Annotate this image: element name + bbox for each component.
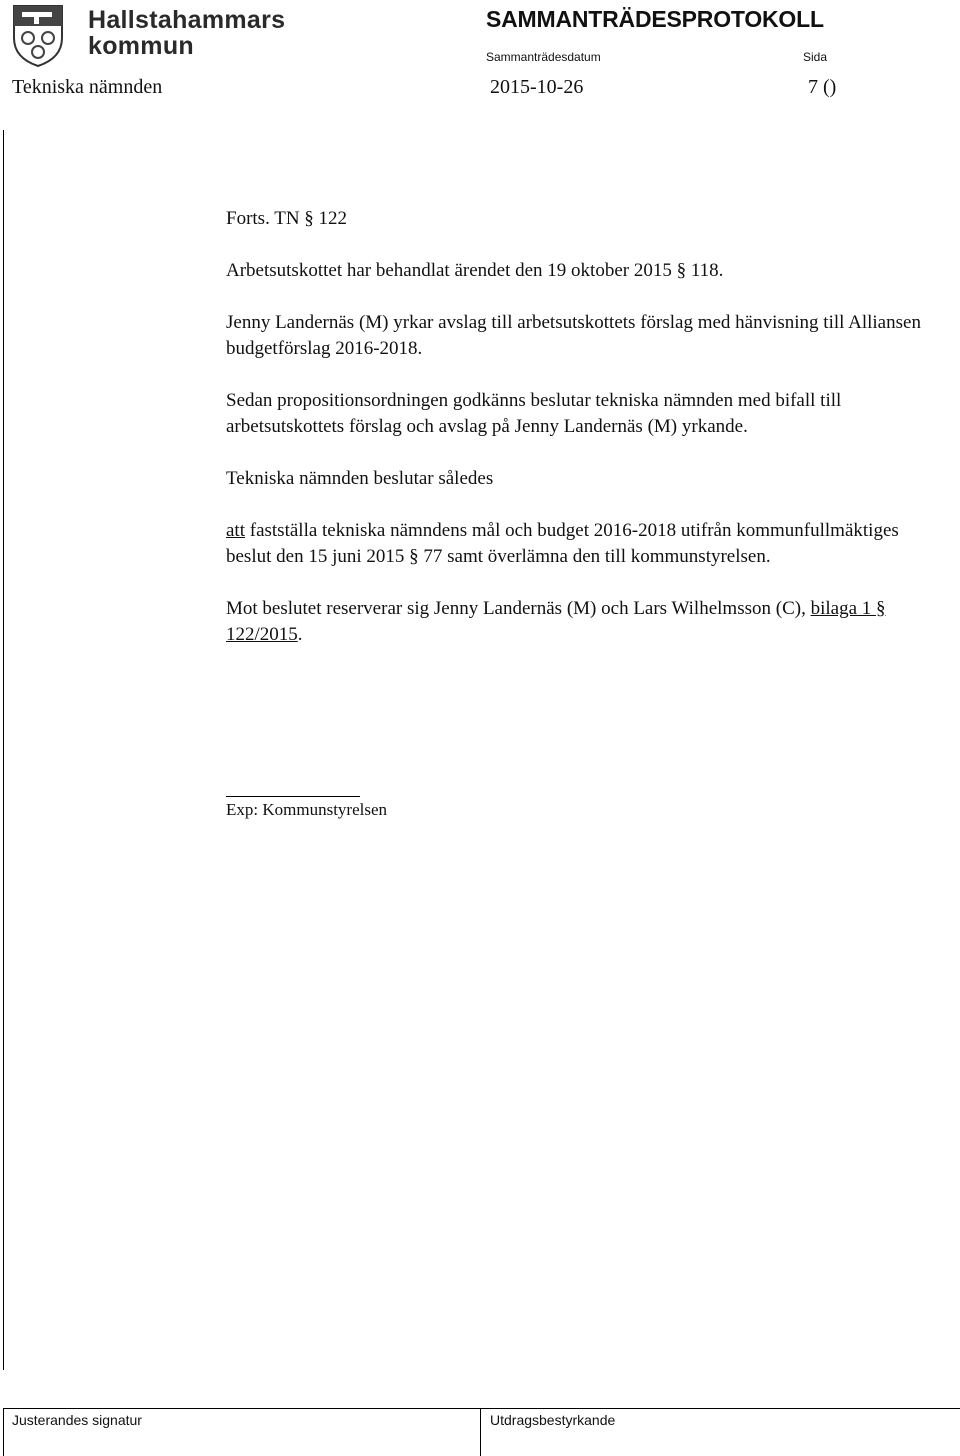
- paragraph-committee-review: Arbetsutskottet har behandlat ärendet den 19 oktober 2015 § 118.: [226, 260, 724, 281]
- reservation-end: .: [297, 624, 303, 645]
- org-logo: [10, 4, 286, 68]
- decision-heading: Tekniska nämnden beslutar således: [226, 468, 494, 489]
- distribution-note: Exp: Kommunstyrelsen: [226, 800, 388, 819]
- decision-att: att: [226, 520, 245, 541]
- committee-name: Tekniska nämnden: [12, 76, 163, 98]
- coat-of-arms-icon: [10, 4, 76, 68]
- footer-left-border: [3, 1408, 4, 1456]
- adjuster-signature-label: Justerandes signatur: [12, 1412, 142, 1428]
- page-number: 7 (): [808, 76, 837, 98]
- decision-paragraph: [226, 518, 946, 570]
- paragraph-motion: Jenny Landernäs (M) yrkar avslag till arbetsutskottets förslag med hänvisning till Alliansen budgetförslag 2016-2018.: [226, 312, 921, 359]
- meeting-date: 2015-10-26: [490, 76, 584, 98]
- paragraph-vote: Sedan propositionsordningen godkänns beslutar tekniska nämnden med bifall till arbetsutskottets förslag och avslag på Jenny Landernäs (M) yrkande.: [226, 390, 842, 437]
- signature-divider: [226, 796, 360, 797]
- page-label: Sida: [803, 50, 828, 64]
- footer-divider: [480, 1408, 481, 1456]
- decision-text: fastställa tekniska nämndens mål och budget 2016-2018 utifrån kommunfullmäktiges beslut den 15 juni 2015 § 77 samt överlämna den till kommunstyrelsen.: [226, 520, 899, 567]
- footer-rule: [3, 1408, 960, 1409]
- minutes-body: [226, 206, 946, 648]
- reservation-paragraph: [226, 596, 946, 648]
- extract-certification-label: Utdragsbestyrkande: [490, 1412, 616, 1428]
- section-reference: Forts. TN § 122: [226, 208, 348, 229]
- document-type: SAMMANTRÄDESPROTOKOLL: [486, 6, 824, 32]
- date-label: Sammanträdesdatum: [486, 50, 601, 64]
- org-name-line1: Hallstahammars: [88, 6, 286, 34]
- org-name-line2: kommun: [88, 32, 194, 60]
- reservation-text: Mot beslutet reserverar sig Jenny Landernäs (M) och Lars Wilhelmsson (C),: [226, 598, 811, 619]
- left-margin-rule: [3, 130, 4, 1370]
- attachment-link[interactable]: bilaga 1 § 122/2015: [226, 598, 886, 645]
